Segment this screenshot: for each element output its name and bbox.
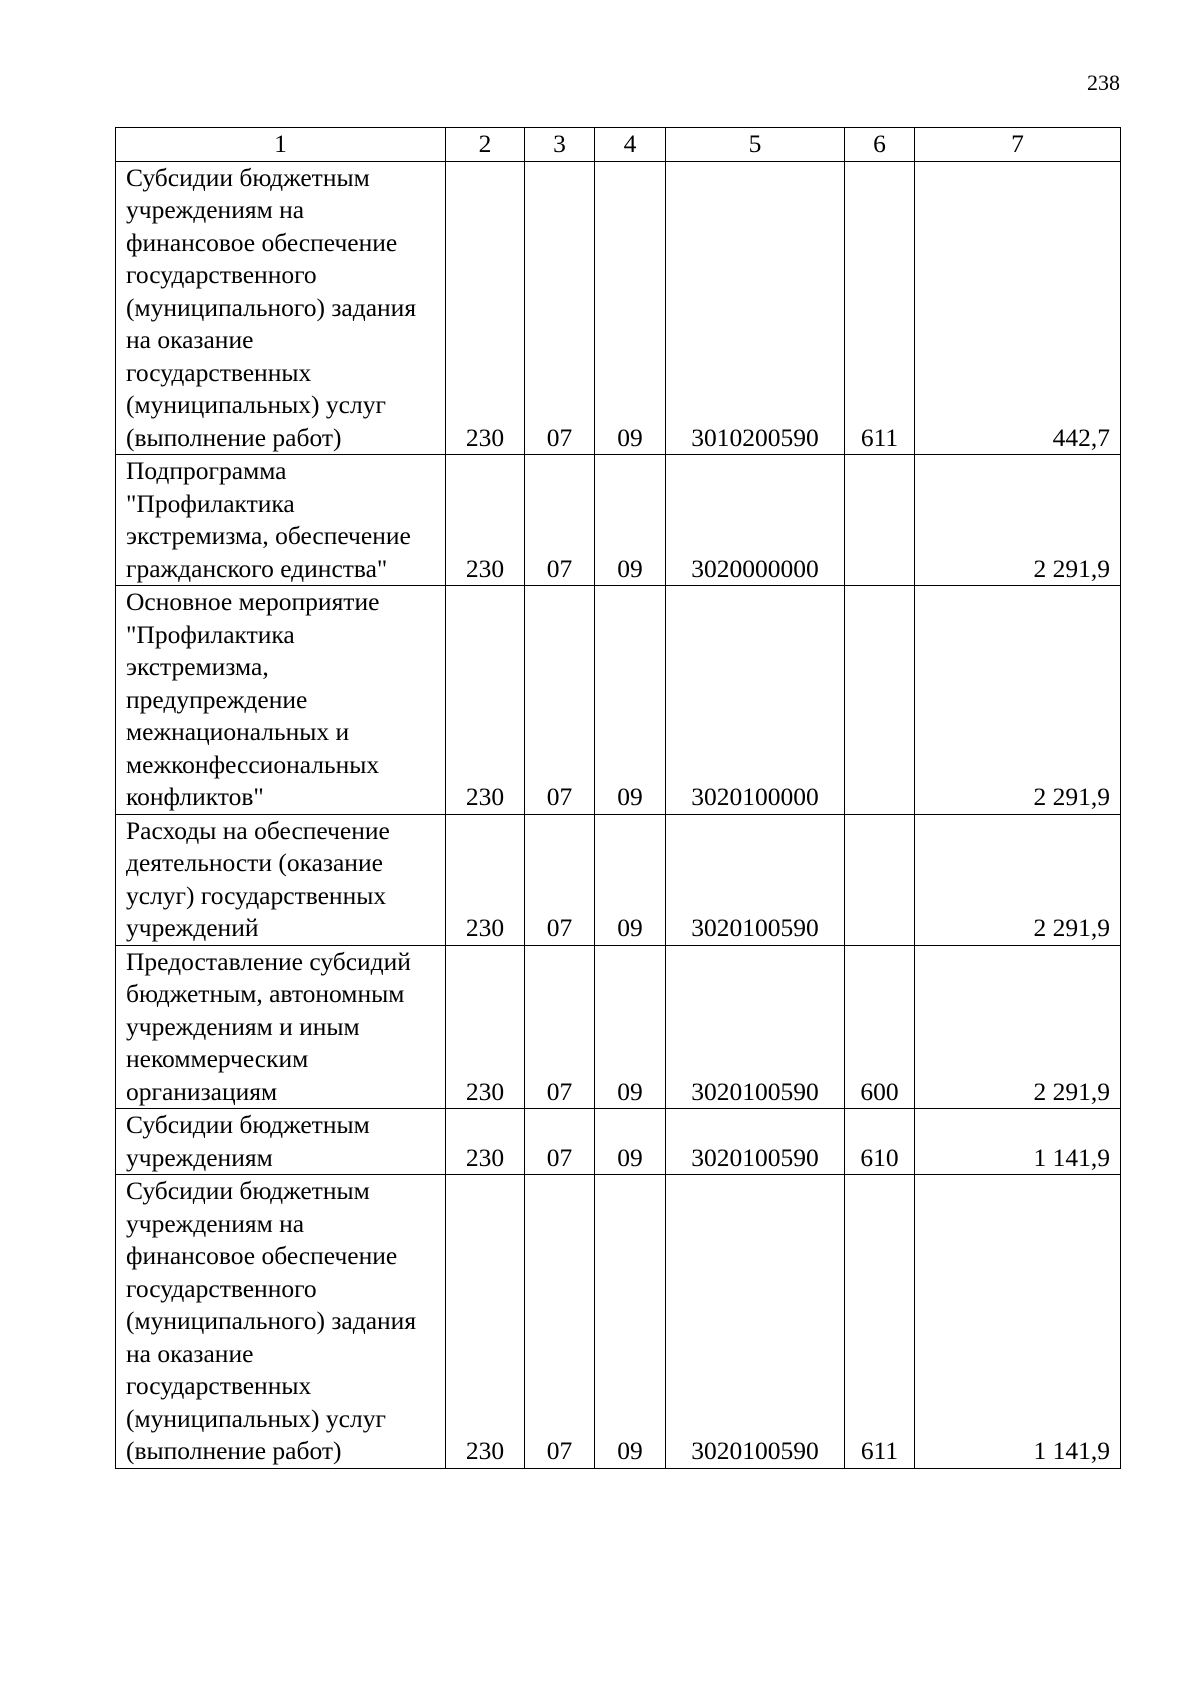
table-row <box>116 945 1121 1109</box>
row-name: Субсидии бюджетным учреждениям на финансовое обеспечение государственного (муниципального) задания на оказание государственных (муниципальных) услуг (выполнение работ) <box>116 161 446 455</box>
cell-col-4: 09 <box>595 455 666 586</box>
table-row <box>116 1175 1121 1469</box>
table-row <box>116 586 1121 815</box>
cell-col-6 <box>845 455 915 586</box>
cell-col-6: 611 <box>845 1175 915 1469</box>
cell-col-2: 230 <box>446 814 525 945</box>
cell-col-5: 3020100590 <box>666 945 845 1109</box>
cell-col-6: 600 <box>845 945 915 1109</box>
cell-col-4: 09 <box>595 161 666 455</box>
table-row <box>116 161 1121 455</box>
cell-col-5: 3010200590 <box>666 161 845 455</box>
column-header-3: 3 <box>525 128 595 162</box>
cell-col-7: 1 141,9 <box>915 1175 1121 1469</box>
cell-col-6 <box>845 814 915 945</box>
cell-col-7: 2 291,9 <box>915 586 1121 815</box>
cell-col-5: 3020100000 <box>666 586 845 815</box>
cell-col-3: 07 <box>525 586 595 815</box>
cell-col-5: 3020100590 <box>666 814 845 945</box>
cell-col-4: 09 <box>595 586 666 815</box>
table-row <box>116 455 1121 586</box>
cell-col-7: 2 291,9 <box>915 945 1121 1109</box>
cell-col-3: 07 <box>525 945 595 1109</box>
cell-col-5: 3020000000 <box>666 455 845 586</box>
cell-col-3: 07 <box>525 161 595 455</box>
cell-col-4: 09 <box>595 814 666 945</box>
row-name: Предоставление субсидий бюджетным, автономным учреждениям и иным некоммерческим организациям <box>116 945 446 1109</box>
cell-col-2: 230 <box>446 161 525 455</box>
cell-col-7: 442,7 <box>915 161 1121 455</box>
cell-col-3: 07 <box>525 1109 595 1175</box>
cell-col-3: 07 <box>525 814 595 945</box>
column-header-6: 6 <box>845 128 915 162</box>
column-header-5: 5 <box>666 128 845 162</box>
cell-col-2: 230 <box>446 1175 525 1469</box>
cell-col-2: 230 <box>446 455 525 586</box>
row-name: Подпрограмма "Профилактика экстремизма, обеспечение гражданского единства" <box>116 455 446 586</box>
table-header <box>116 128 1121 162</box>
cell-col-2: 230 <box>446 1109 525 1175</box>
budget-table <box>115 127 1121 1469</box>
column-header-2: 2 <box>446 128 525 162</box>
cell-col-2: 230 <box>446 586 525 815</box>
table-row <box>116 814 1121 945</box>
cell-col-7: 2 291,9 <box>915 455 1121 586</box>
cell-col-7: 1 141,9 <box>915 1109 1121 1175</box>
row-name: Субсидии бюджетным учреждениям <box>116 1109 446 1175</box>
column-header-4: 4 <box>595 128 666 162</box>
table-row <box>116 1109 1121 1175</box>
row-name: Субсидии бюджетным учреждениям на финансовое обеспечение государственного (муниципального) задания на оказание государственных (муниципальных) услуг (выполнение работ) <box>116 1175 446 1469</box>
header-row <box>116 128 1121 162</box>
cell-col-4: 09 <box>595 1109 666 1175</box>
row-name: Расходы на обеспечение деятельности (оказание услуг) государственных учреждений <box>116 814 446 945</box>
column-header-1: 1 <box>116 128 446 162</box>
cell-col-6 <box>845 586 915 815</box>
cell-col-2: 230 <box>446 945 525 1109</box>
row-name: Основное мероприятие "Профилактика экстремизма, предупреждение межнациональных и межконфессиональных конфликтов" <box>116 586 446 815</box>
table-body <box>116 161 1121 1468</box>
cell-col-3: 07 <box>525 455 595 586</box>
cell-col-5: 3020100590 <box>666 1175 845 1469</box>
cell-col-4: 09 <box>595 945 666 1109</box>
page-number: 238 <box>1087 70 1120 95</box>
column-header-7: 7 <box>915 128 1121 162</box>
cell-col-6: 610 <box>845 1109 915 1175</box>
cell-col-7: 2 291,9 <box>915 814 1121 945</box>
cell-col-3: 07 <box>525 1175 595 1469</box>
cell-col-6: 611 <box>845 161 915 455</box>
cell-col-4: 09 <box>595 1175 666 1469</box>
cell-col-5: 3020100590 <box>666 1109 845 1175</box>
